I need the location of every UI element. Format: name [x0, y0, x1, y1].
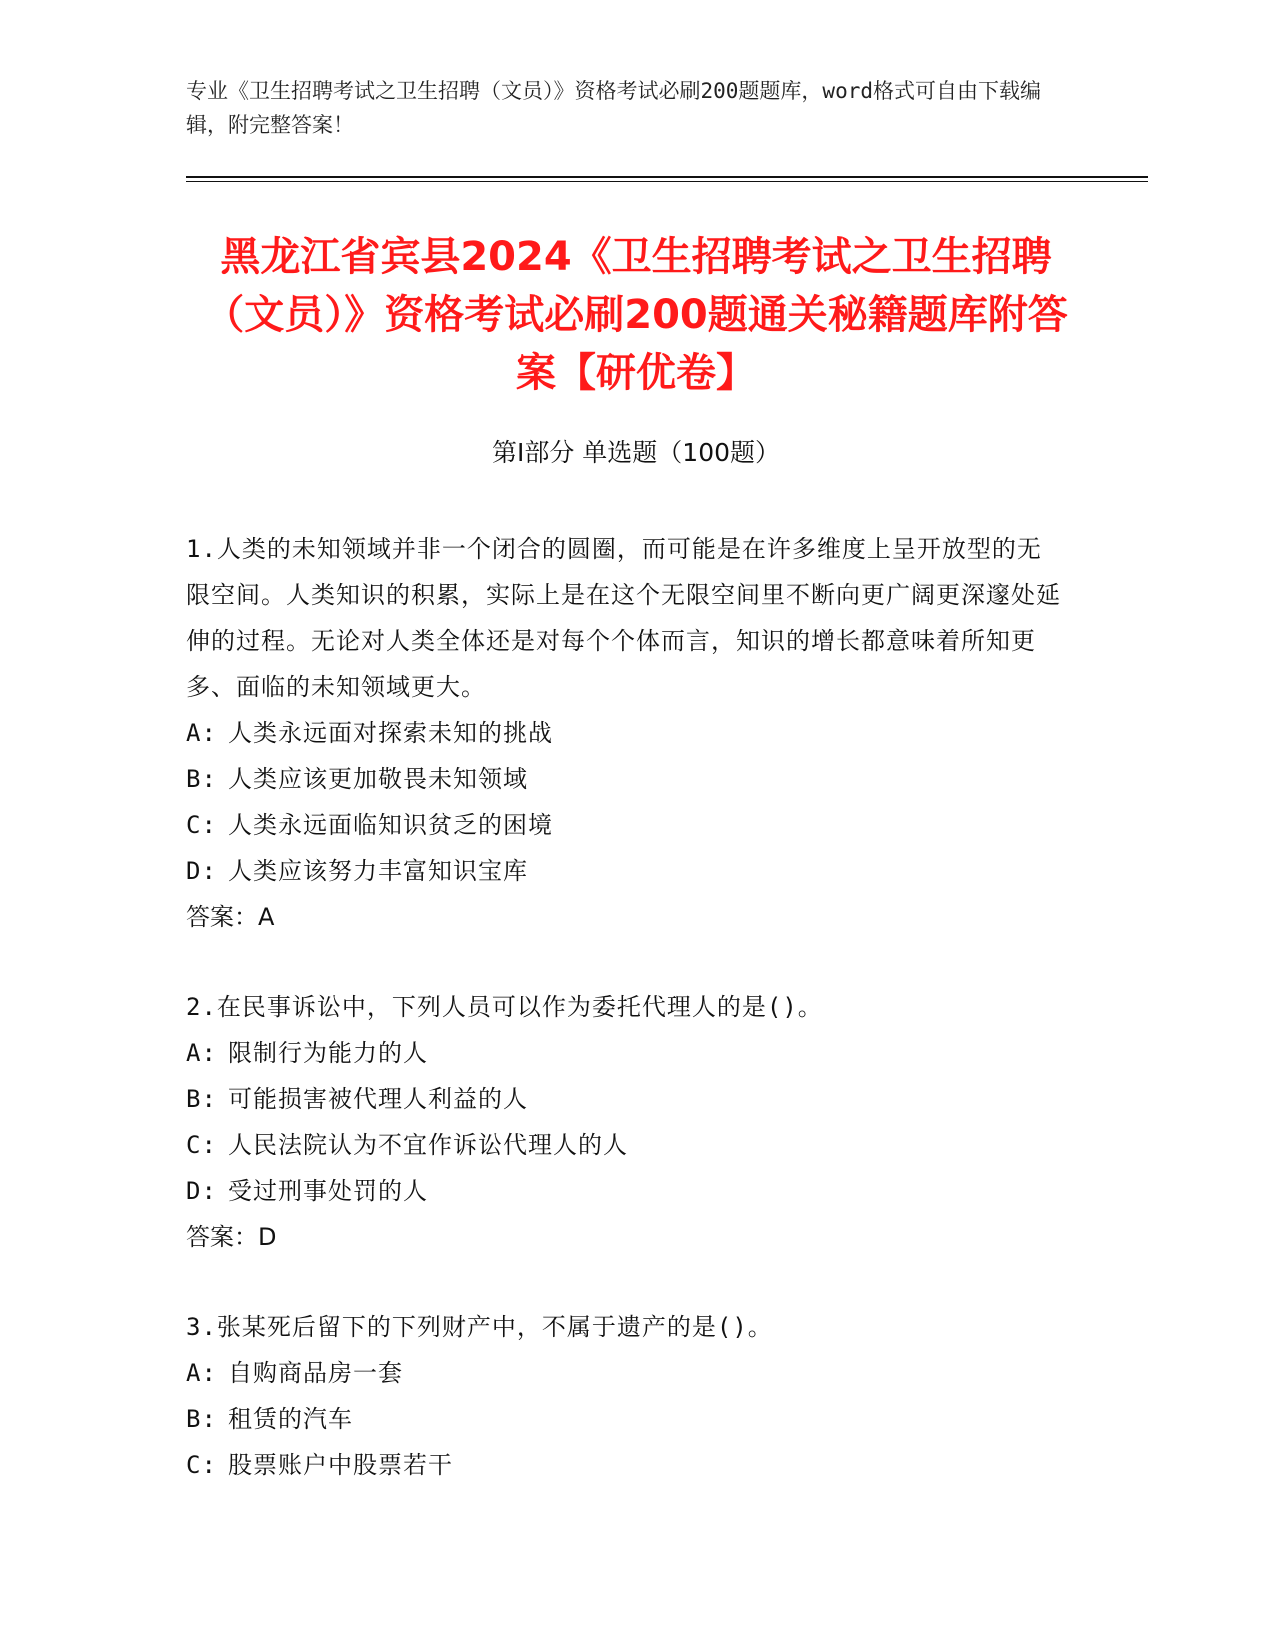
option-letter: C:: [186, 811, 217, 839]
option-text: 股票账户中股票若干: [228, 1451, 453, 1479]
header-rule-thin: [186, 181, 1148, 182]
header-note: 专业《卫生招聘考试之卫生招聘（文员）》资格考试必刷200题题库，word格式可自由下载编辑，附完整答案！: [186, 79, 1041, 137]
option-text: 租赁的汽车: [228, 1405, 353, 1433]
option-letter: D:: [186, 857, 217, 885]
option-c: [186, 1122, 1066, 1168]
question-3: [186, 1304, 1066, 1488]
option-c: [186, 802, 1066, 848]
option-d: [186, 848, 1066, 894]
option-d: [186, 1168, 1066, 1214]
section-title: 第Ⅰ部分 单选题（100题）: [491, 438, 781, 467]
document-title: 黑龙江省宾县2024《卫生招聘考试之卫生招聘（文员）》资格考试必刷200题通关秘籍题库附答案【研优卷】: [204, 234, 1068, 396]
option-letter: C:: [186, 1451, 217, 1479]
answer-line: 答案：A: [186, 903, 275, 931]
option-letter: D:: [186, 1177, 217, 1205]
option-letter: B:: [186, 765, 217, 793]
option-text: 自购商品房一套: [228, 1359, 403, 1387]
option-text: 人类永远面对探索未知的挑战: [228, 719, 553, 747]
option-b: [186, 1396, 1066, 1442]
option-b: [186, 1076, 1066, 1122]
question-2: [186, 984, 1066, 1260]
option-text: 人类应该努力丰富知识宝库: [228, 857, 528, 885]
question-list: [186, 526, 1066, 1532]
option-letter: B:: [186, 1085, 217, 1113]
header-rule-thick: [186, 176, 1148, 178]
option-letter: A:: [186, 1039, 217, 1067]
option-b: [186, 756, 1066, 802]
question-stem: 3.张某死后留下的下列财产中，不属于遗产的是()。: [186, 1313, 773, 1341]
option-text: 人类永远面临知识贫乏的困境: [228, 811, 553, 839]
option-letter: B:: [186, 1405, 217, 1433]
question-1: [186, 526, 1066, 940]
question-stem: 1.人类的未知领域并非一个闭合的圆圈，而可能是在许多维度上呈开放型的无限空间。人类知识的积累，实际上是在这个无限空间里不断向更广阔更深邃处延伸的过程。无论对人类全体还是对每个个体而言，知识的增长都意味着所知更多、面临的未知领域更大。: [186, 535, 1061, 701]
option-letter: A:: [186, 1359, 217, 1387]
option-a: [186, 1030, 1066, 1076]
option-text: 人类应该更加敬畏未知领域: [228, 765, 528, 793]
option-a: [186, 710, 1066, 756]
option-letter: C:: [186, 1131, 217, 1159]
question-stem: 2.在民事诉讼中，下列人员可以作为委托代理人的是()。: [186, 993, 823, 1021]
option-text: 受过刑事处罚的人: [228, 1177, 428, 1205]
option-c: [186, 1442, 1066, 1488]
answer-line: 答案：D: [186, 1223, 277, 1251]
option-letter: A:: [186, 719, 217, 747]
option-a: [186, 1350, 1066, 1396]
option-text: 可能损害被代理人利益的人: [228, 1085, 528, 1113]
option-text: 人民法院认为不宜作诉讼代理人的人: [228, 1131, 628, 1159]
option-text: 限制行为能力的人: [228, 1039, 428, 1067]
